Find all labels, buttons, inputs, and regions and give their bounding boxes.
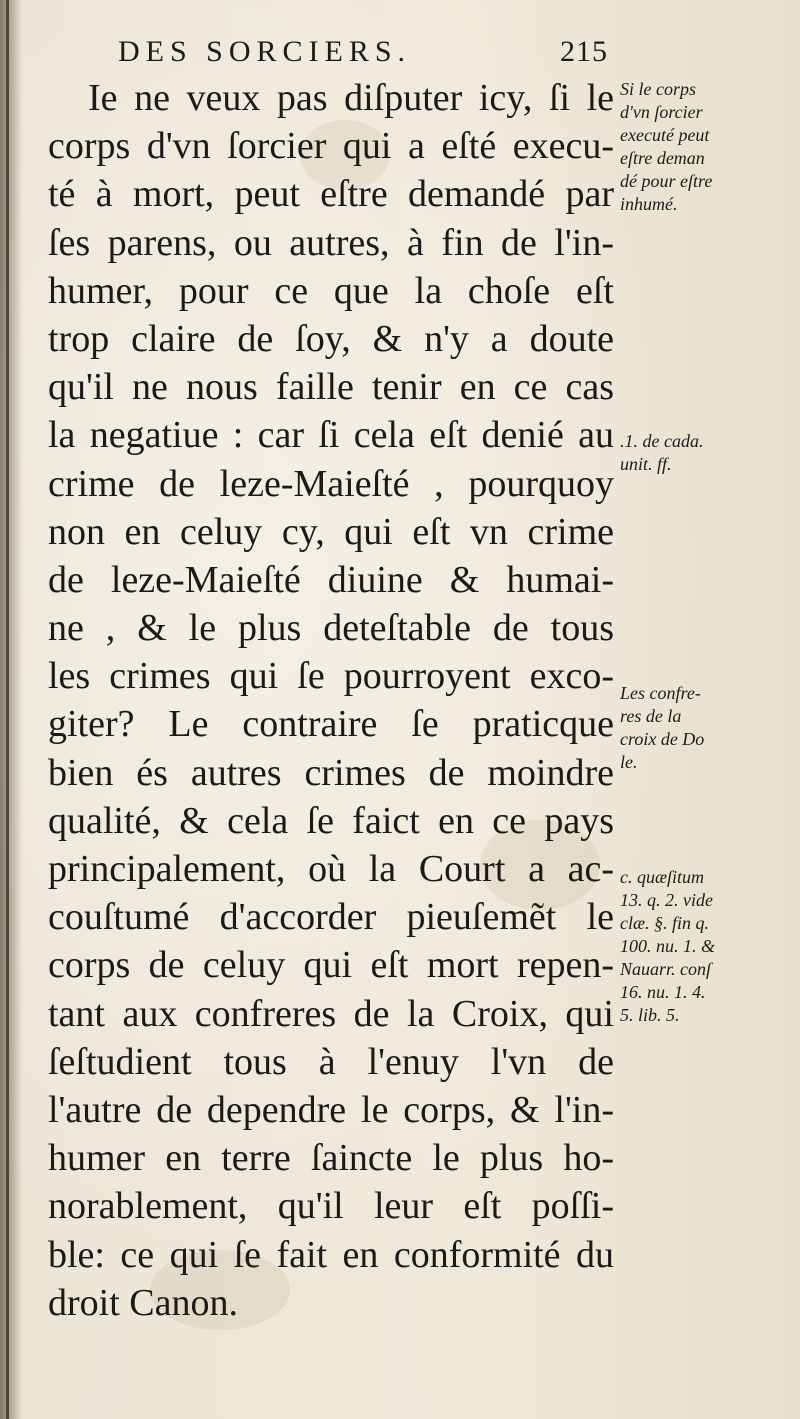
text-line: té à mort, peut eſtre demandé par xyxy=(48,173,614,216)
gutter-line xyxy=(6,0,9,1419)
body-text xyxy=(48,74,614,1327)
margin-note-questum xyxy=(620,866,788,1027)
text-line: norablement, qu'il leur eſt poſſi- xyxy=(48,1185,614,1228)
margin-note-line: dé pour eſtre xyxy=(620,171,713,191)
text-line: non en celuy cy, qui eſt vn crime xyxy=(48,510,614,553)
text-line: humer, pour ce que la choſe eſt xyxy=(48,269,614,312)
margin-note-line: clæ. §. fin q. xyxy=(620,913,709,933)
text-line: la negatiue : car ſi cela eſt denié au xyxy=(48,414,614,457)
margin-note-line: Nauarr. conſ xyxy=(620,959,712,979)
margin-note-line: .1. de cada. xyxy=(620,431,704,451)
text-line: couſtumé d'accorder pieuſemẽt le xyxy=(48,896,614,939)
text-line: ne , & le plus deteſtable de tous xyxy=(48,607,614,650)
text-line: l'autre de dependre le corps, & l'in- xyxy=(48,1088,614,1131)
text-line: bien és autres crimes de moindre xyxy=(48,751,614,794)
text-line: qualité, & cela ſe faict en ce pays xyxy=(48,799,614,842)
text-line: humer en terre ſaincte le plus ho- xyxy=(48,1137,614,1180)
text-line: ble: ce qui ſe fait en conformité du xyxy=(48,1233,614,1276)
margin-note-line: eſtre deman xyxy=(620,148,705,168)
text-line: crime de leze-Maieſté , pourquoy xyxy=(48,462,614,505)
margin-note-line: Si le corps xyxy=(620,79,696,99)
margin-note-line: 5. lib. 5. xyxy=(620,1005,680,1025)
margin-note-confreres xyxy=(620,682,788,774)
text-line: principalement, où la Court a ac- xyxy=(48,848,614,890)
gutter-shadow xyxy=(0,0,22,1419)
margin-note-line: res de la xyxy=(620,706,682,726)
margin-note-line: c. quæſitum xyxy=(620,867,704,887)
page-number: 215 xyxy=(560,35,608,68)
text-line: giter? Le contraire ſe praticque xyxy=(48,703,614,746)
margin-note-corps xyxy=(620,78,788,216)
margin-note-line: 13. q. 2. vide xyxy=(620,890,713,910)
text-line: ſeſtudient tous à l'enuy l'vn de xyxy=(48,1040,614,1083)
margin-note-line: 16. nu. 1. 4. xyxy=(620,982,706,1002)
margin-note-line: croix de Do xyxy=(620,729,705,749)
text-line: corps d'vn ſorcier qui a eſté execu- xyxy=(48,125,614,168)
text-line: Ie ne veux pas diſputer icy, ſi le xyxy=(88,77,614,119)
margin-note-line: Les confre- xyxy=(620,683,701,703)
margin-note-line: inhumé. xyxy=(620,194,678,214)
text-line: corps de celuy qui eſt mort repen- xyxy=(48,944,614,987)
margin-note-line: executé peut xyxy=(620,125,710,145)
text-line: ſes parens, ou autres, à fin de l'in- xyxy=(48,221,614,264)
margin-note-line: unit. ff. xyxy=(620,454,672,474)
margin-note-line: d'vn ſorcier xyxy=(620,102,703,122)
margin-note-citation xyxy=(620,430,788,476)
running-head-title: DES SORCIERS. xyxy=(118,35,412,68)
text-line: droit Canon. xyxy=(48,1281,238,1324)
text-line: trop claire de ſoy, & n'y a doute xyxy=(48,317,614,360)
text-line: qu'il ne nous faille tenir en ce cas xyxy=(48,366,614,409)
text-line: de leze-Maieſté diuine & humai- xyxy=(48,558,614,601)
margin-note-line: 100. nu. 1. & xyxy=(620,936,716,956)
margin-note-line: le. xyxy=(620,752,638,772)
text-line: les crimes qui ſe pourroyent exco- xyxy=(48,655,614,698)
running-head xyxy=(118,30,608,74)
text-line: tant aux confreres de la Croix, qui xyxy=(48,992,614,1035)
